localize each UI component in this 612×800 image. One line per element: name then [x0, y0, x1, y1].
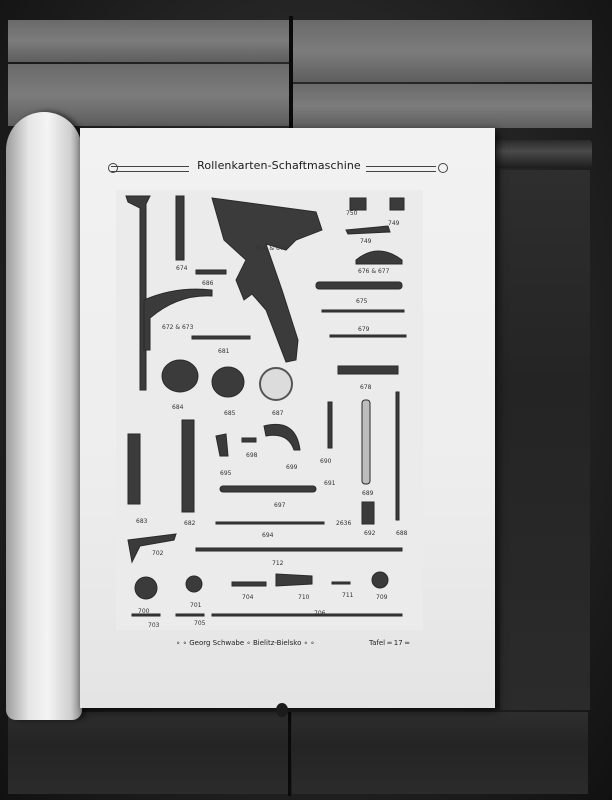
part-number-label: 690 — [320, 458, 332, 465]
wood-plank — [500, 170, 590, 710]
wood-plank — [8, 20, 290, 62]
parts-plate — [116, 190, 423, 630]
part-692 — [362, 502, 374, 524]
part-686 — [196, 270, 226, 274]
part-number-label: 702 — [152, 550, 164, 557]
part-679a — [322, 310, 404, 312]
metal-rod — [496, 140, 592, 168]
part-number-label: 684 — [172, 404, 184, 411]
part-698 — [242, 438, 256, 442]
part-number-label: 703 — [148, 622, 160, 629]
publisher-location: Bielitz-Bielsko — [253, 639, 302, 647]
part-number-label: 700 — [138, 608, 150, 615]
plank-seam — [288, 712, 291, 796]
part-712 — [196, 548, 402, 551]
plank-seam — [289, 16, 293, 132]
part-number-label: 676 & 677 — [358, 268, 390, 275]
part-number-label: 694 — [262, 532, 274, 539]
plate-footer — [176, 639, 416, 651]
part-682 — [182, 420, 194, 512]
part-number-label: 688 — [396, 530, 408, 537]
part-number-label: 712 — [272, 560, 284, 567]
part-number-label: 709 — [376, 594, 388, 601]
binder-clip — [276, 703, 288, 717]
part-711 — [332, 582, 350, 584]
part-number-label: 679 — [358, 326, 370, 333]
tafel-label: Tafel — [369, 639, 386, 647]
part-679b — [330, 335, 406, 337]
part-number-label: 678 — [360, 384, 372, 391]
plate-title: Rollenkarten-Schaftmaschine — [197, 159, 361, 172]
part-685 — [212, 367, 244, 397]
ornament-dot — [438, 163, 448, 173]
part-749b — [346, 226, 390, 234]
part-number-label: 697 — [274, 502, 286, 509]
part-number-label: 710 — [298, 594, 310, 601]
part-number-label: 672 & 673 — [162, 324, 194, 331]
part-700 — [135, 577, 157, 599]
part-number-label: 683 — [136, 518, 148, 525]
part-number-label: 670 & 671 — [256, 245, 288, 252]
part-684 — [162, 360, 198, 392]
part-704 — [232, 582, 266, 586]
part-675 — [316, 282, 402, 289]
part-705 — [176, 614, 204, 616]
part-710 — [276, 574, 312, 586]
part-number-label: 682 — [184, 520, 196, 527]
parts-illustration — [116, 190, 423, 630]
tafel-number: 17 — [393, 639, 403, 647]
part-number-label: 701 — [190, 602, 202, 609]
part-number-label: 2636 — [336, 520, 352, 527]
wood-plank — [292, 712, 588, 794]
part-number-label: 687 — [272, 410, 284, 417]
part-709 — [372, 572, 388, 588]
ornament-rule — [366, 166, 436, 172]
part-690 — [328, 402, 332, 448]
part-number-label: 691 — [324, 480, 336, 487]
part-697 — [220, 486, 316, 492]
part-749 — [390, 198, 404, 210]
part-number-label: 689 — [362, 490, 374, 497]
part-706 — [212, 614, 402, 616]
part-number-label: 711 — [342, 592, 354, 599]
part-number-label: 698 — [246, 452, 258, 459]
catalog-sheet — [80, 128, 495, 708]
part-687 — [260, 368, 292, 400]
part-number-label: 681 — [218, 348, 230, 355]
part-750 — [350, 198, 366, 210]
wood-plank — [292, 20, 592, 82]
title-row — [108, 156, 423, 178]
part-number-label: 699 — [286, 464, 298, 471]
wood-plank — [292, 84, 592, 128]
part-number-label: 704 — [242, 594, 254, 601]
part-number-label: 686 — [202, 280, 214, 287]
part-699 — [264, 424, 300, 450]
part-676 — [356, 251, 402, 264]
part-number-label: 675 — [356, 298, 368, 305]
paper-roll — [6, 112, 82, 720]
publisher-name: Georg Schwabe — [189, 639, 245, 647]
part-701 — [186, 576, 202, 592]
part-number-label: 705 — [194, 620, 206, 627]
part-number-label: 706 — [314, 610, 326, 617]
part-number-label: 749 — [388, 220, 400, 227]
publisher: ∘ ∘ Georg Schwabe ∘ Bielitz-Bielsko ∘ ∘ — [176, 639, 315, 647]
part-681 — [192, 336, 250, 339]
part-688 — [396, 392, 399, 520]
part-678 — [338, 366, 398, 374]
part-number-label: 674 — [176, 265, 188, 272]
part-number-label: 685 — [224, 410, 236, 417]
part-689 — [362, 400, 370, 484]
part-674 — [176, 196, 184, 260]
tafel: Tafel ═ 17 ═ — [369, 639, 410, 647]
part-672 — [126, 196, 150, 390]
part-673 — [144, 289, 212, 350]
part-number-label: 749 — [360, 238, 372, 245]
part-number-label: 695 — [220, 470, 232, 477]
part-number-label: 692 — [364, 530, 376, 537]
part-683 — [128, 434, 140, 504]
part-702 — [128, 534, 176, 562]
ornament-rule — [111, 166, 189, 172]
part-number-label: 750 — [346, 210, 358, 217]
part-694 — [216, 522, 324, 524]
part-695 — [216, 434, 228, 456]
wood-plank — [8, 712, 288, 794]
